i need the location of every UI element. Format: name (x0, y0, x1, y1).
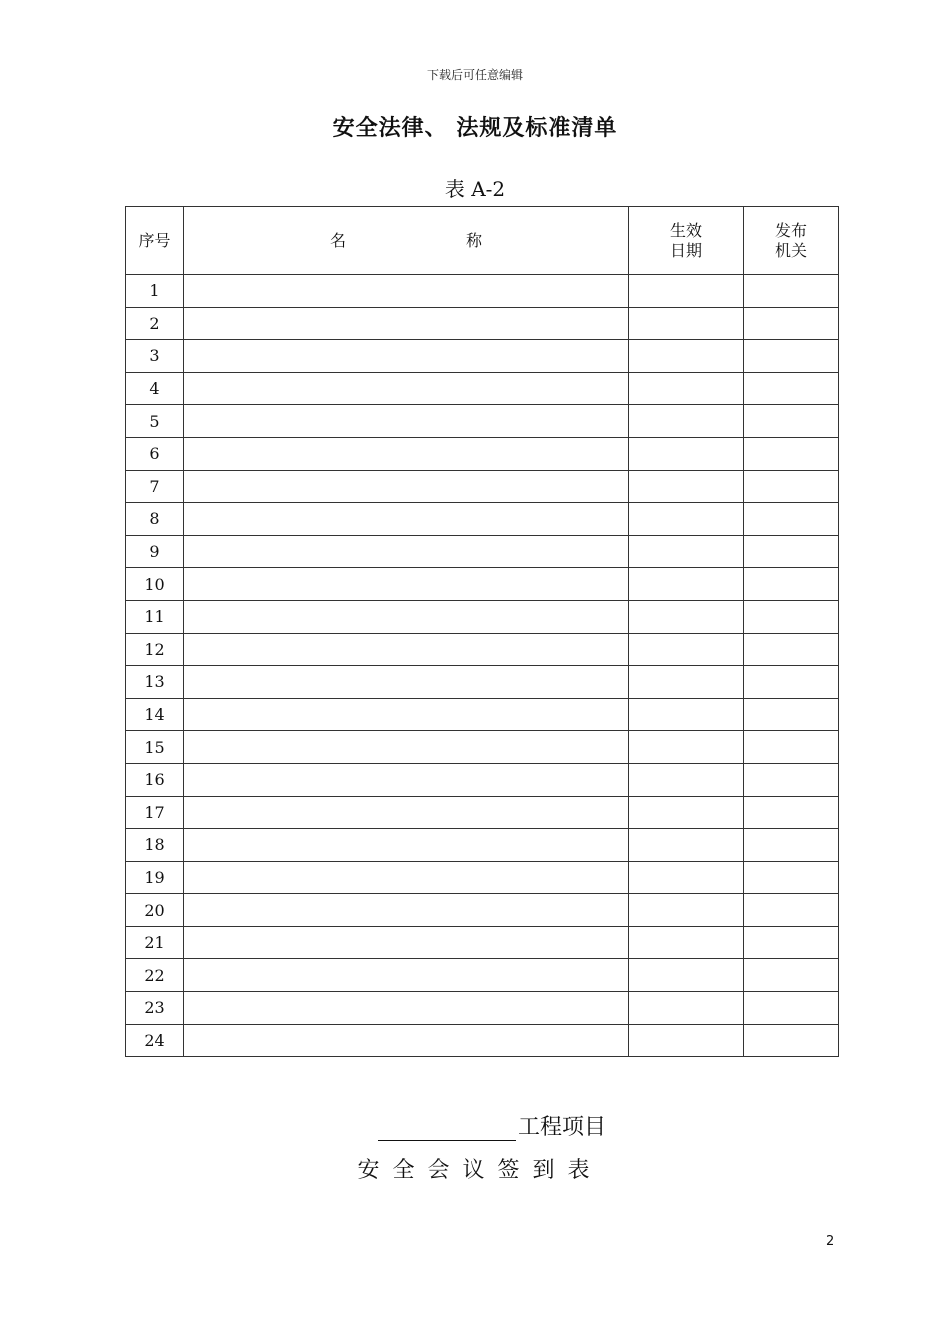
row-name-cell[interactable] (184, 437, 629, 470)
row-name-cell[interactable] (184, 926, 629, 959)
row-issuing-body-cell[interactable] (744, 600, 839, 633)
row-effective-date-cell[interactable] (629, 731, 744, 764)
row-name-cell[interactable] (184, 796, 629, 829)
row-issuing-body-cell[interactable] (744, 275, 839, 308)
row-seq-cell: 1 (126, 275, 184, 308)
row-issuing-body-cell[interactable] (744, 959, 839, 992)
row-seq-cell: 6 (126, 437, 184, 470)
table-row (126, 633, 839, 666)
row-effective-date-cell[interactable] (629, 829, 744, 862)
row-seq-cell: 22 (126, 959, 184, 992)
table-row (126, 340, 839, 373)
row-name-cell[interactable] (184, 731, 629, 764)
row-issuing-body-cell[interactable] (744, 829, 839, 862)
table-row (126, 307, 839, 340)
table-row (126, 763, 839, 796)
row-name-cell[interactable] (184, 503, 629, 536)
row-name-cell[interactable] (184, 666, 629, 699)
row-seq-cell: 12 (126, 633, 184, 666)
document-title: 安全法律、 法规及标准清单 (332, 116, 618, 141)
row-effective-date-cell[interactable] (629, 698, 744, 731)
table-label: 表 A-2 (444, 177, 506, 201)
table-row (126, 535, 839, 568)
table-row (126, 405, 839, 438)
row-effective-date-cell[interactable] (629, 437, 744, 470)
row-name-cell[interactable] (184, 372, 629, 405)
regulations-table (125, 206, 839, 1057)
row-effective-date-cell[interactable] (629, 470, 744, 503)
row-issuing-body-cell[interactable] (744, 633, 839, 666)
row-seq-cell: 24 (126, 1024, 184, 1057)
table-row (126, 470, 839, 503)
header-issuing-body: 发布 机关 (744, 207, 839, 275)
table-row (126, 503, 839, 536)
row-issuing-body-cell[interactable] (744, 861, 839, 894)
header-effective-date: 生效 日期 (629, 207, 744, 275)
row-effective-date-cell[interactable] (629, 1024, 744, 1057)
table-row (126, 894, 839, 927)
row-effective-date-cell[interactable] (629, 959, 744, 992)
row-issuing-body-cell[interactable] (744, 926, 839, 959)
row-issuing-body-cell[interactable] (744, 731, 839, 764)
row-effective-date-cell[interactable] (629, 535, 744, 568)
row-effective-date-cell[interactable] (629, 600, 744, 633)
row-seq-cell: 13 (126, 666, 184, 699)
row-name-cell[interactable] (184, 307, 629, 340)
table-row (126, 698, 839, 731)
table-row (126, 992, 839, 1025)
row-effective-date-cell[interactable] (629, 796, 744, 829)
row-issuing-body-cell[interactable] (744, 796, 839, 829)
table-row (126, 926, 839, 959)
page-number: 2 (826, 1234, 835, 1249)
row-name-cell[interactable] (184, 894, 629, 927)
row-seq-cell: 7 (126, 470, 184, 503)
row-issuing-body-cell[interactable] (744, 372, 839, 405)
row-issuing-body-cell[interactable] (744, 503, 839, 536)
row-seq-cell: 9 (126, 535, 184, 568)
row-issuing-body-cell[interactable] (744, 470, 839, 503)
table-header-row (126, 207, 839, 275)
table-row (126, 666, 839, 699)
row-seq-cell: 20 (126, 894, 184, 927)
header-note: 下载后可任意编辑 (426, 68, 523, 82)
row-seq-cell: 15 (126, 731, 184, 764)
row-seq-cell: 2 (126, 307, 184, 340)
row-name-cell[interactable] (184, 633, 629, 666)
table-row (126, 600, 839, 633)
row-seq-cell: 17 (126, 796, 184, 829)
row-seq-cell: 5 (126, 405, 184, 438)
row-effective-date-cell[interactable] (629, 763, 744, 796)
row-effective-date-cell[interactable] (629, 503, 744, 536)
header-name (184, 207, 629, 275)
row-name-cell[interactable] (184, 470, 629, 503)
row-name-cell[interactable] (184, 698, 629, 731)
project-suffix: 工程项目 (518, 1115, 607, 1140)
row-name-cell[interactable] (184, 959, 629, 992)
row-name-cell[interactable] (184, 763, 629, 796)
row-seq-cell: 4 (126, 372, 184, 405)
table-row (126, 372, 839, 405)
header-seq: 序号 (126, 207, 184, 275)
row-name-cell[interactable] (184, 405, 629, 438)
row-effective-date-cell[interactable] (629, 405, 744, 438)
row-seq-cell: 19 (126, 861, 184, 894)
row-issuing-body-cell[interactable] (744, 437, 839, 470)
row-name-cell[interactable] (184, 275, 629, 308)
row-seq-cell: 21 (126, 926, 184, 959)
row-issuing-body-cell[interactable] (744, 307, 839, 340)
row-effective-date-cell[interactable] (629, 568, 744, 601)
table-row (126, 829, 839, 862)
row-issuing-body-cell[interactable] (744, 405, 839, 438)
row-issuing-body-cell[interactable] (744, 763, 839, 796)
table-row (126, 731, 839, 764)
row-effective-date-cell[interactable] (629, 666, 744, 699)
table-row (126, 568, 839, 601)
row-name-cell[interactable] (184, 1024, 629, 1057)
row-name-cell[interactable] (184, 568, 629, 601)
row-seq-cell: 18 (126, 829, 184, 862)
row-name-cell[interactable] (184, 340, 629, 373)
row-seq-cell: 3 (126, 340, 184, 373)
row-issuing-body-cell[interactable] (744, 698, 839, 731)
row-effective-date-cell[interactable] (629, 275, 744, 308)
row-issuing-body-cell[interactable] (744, 666, 839, 699)
project-line (378, 1110, 606, 1141)
header-name-left: 名 (329, 230, 346, 250)
row-effective-date-cell[interactable] (629, 340, 744, 373)
header-name-right: 称 (466, 230, 483, 250)
row-seq-cell: 16 (126, 763, 184, 796)
table-row (126, 1024, 839, 1057)
row-effective-date-cell[interactable] (629, 307, 744, 340)
row-seq-cell: 10 (126, 568, 184, 601)
row-name-cell[interactable] (184, 992, 629, 1025)
table-row (126, 959, 839, 992)
row-seq-cell: 23 (126, 992, 184, 1025)
row-name-cell[interactable] (184, 600, 629, 633)
row-issuing-body-cell[interactable] (744, 894, 839, 927)
row-effective-date-cell[interactable] (629, 926, 744, 959)
row-name-cell[interactable] (184, 535, 629, 568)
table-row (126, 275, 839, 308)
row-issuing-body-cell[interactable] (744, 340, 839, 373)
row-issuing-body-cell[interactable] (744, 568, 839, 601)
row-issuing-body-cell[interactable] (744, 992, 839, 1025)
row-name-cell[interactable] (184, 861, 629, 894)
row-effective-date-cell[interactable] (629, 633, 744, 666)
row-seq-cell: 11 (126, 600, 184, 633)
row-seq-cell: 8 (126, 503, 184, 536)
signin-title: 安全会议签到表 (357, 1158, 603, 1183)
row-effective-date-cell[interactable] (629, 894, 744, 927)
row-name-cell[interactable] (184, 829, 629, 862)
table-row (126, 437, 839, 470)
table-row (126, 796, 839, 829)
row-effective-date-cell[interactable] (629, 372, 744, 405)
row-issuing-body-cell[interactable] (744, 535, 839, 568)
row-issuing-body-cell[interactable] (744, 1024, 839, 1057)
row-seq-cell: 14 (126, 698, 184, 731)
table-row (126, 861, 839, 894)
row-effective-date-cell[interactable] (629, 861, 744, 894)
row-effective-date-cell[interactable] (629, 992, 744, 1025)
project-name-blank[interactable] (378, 1116, 516, 1141)
